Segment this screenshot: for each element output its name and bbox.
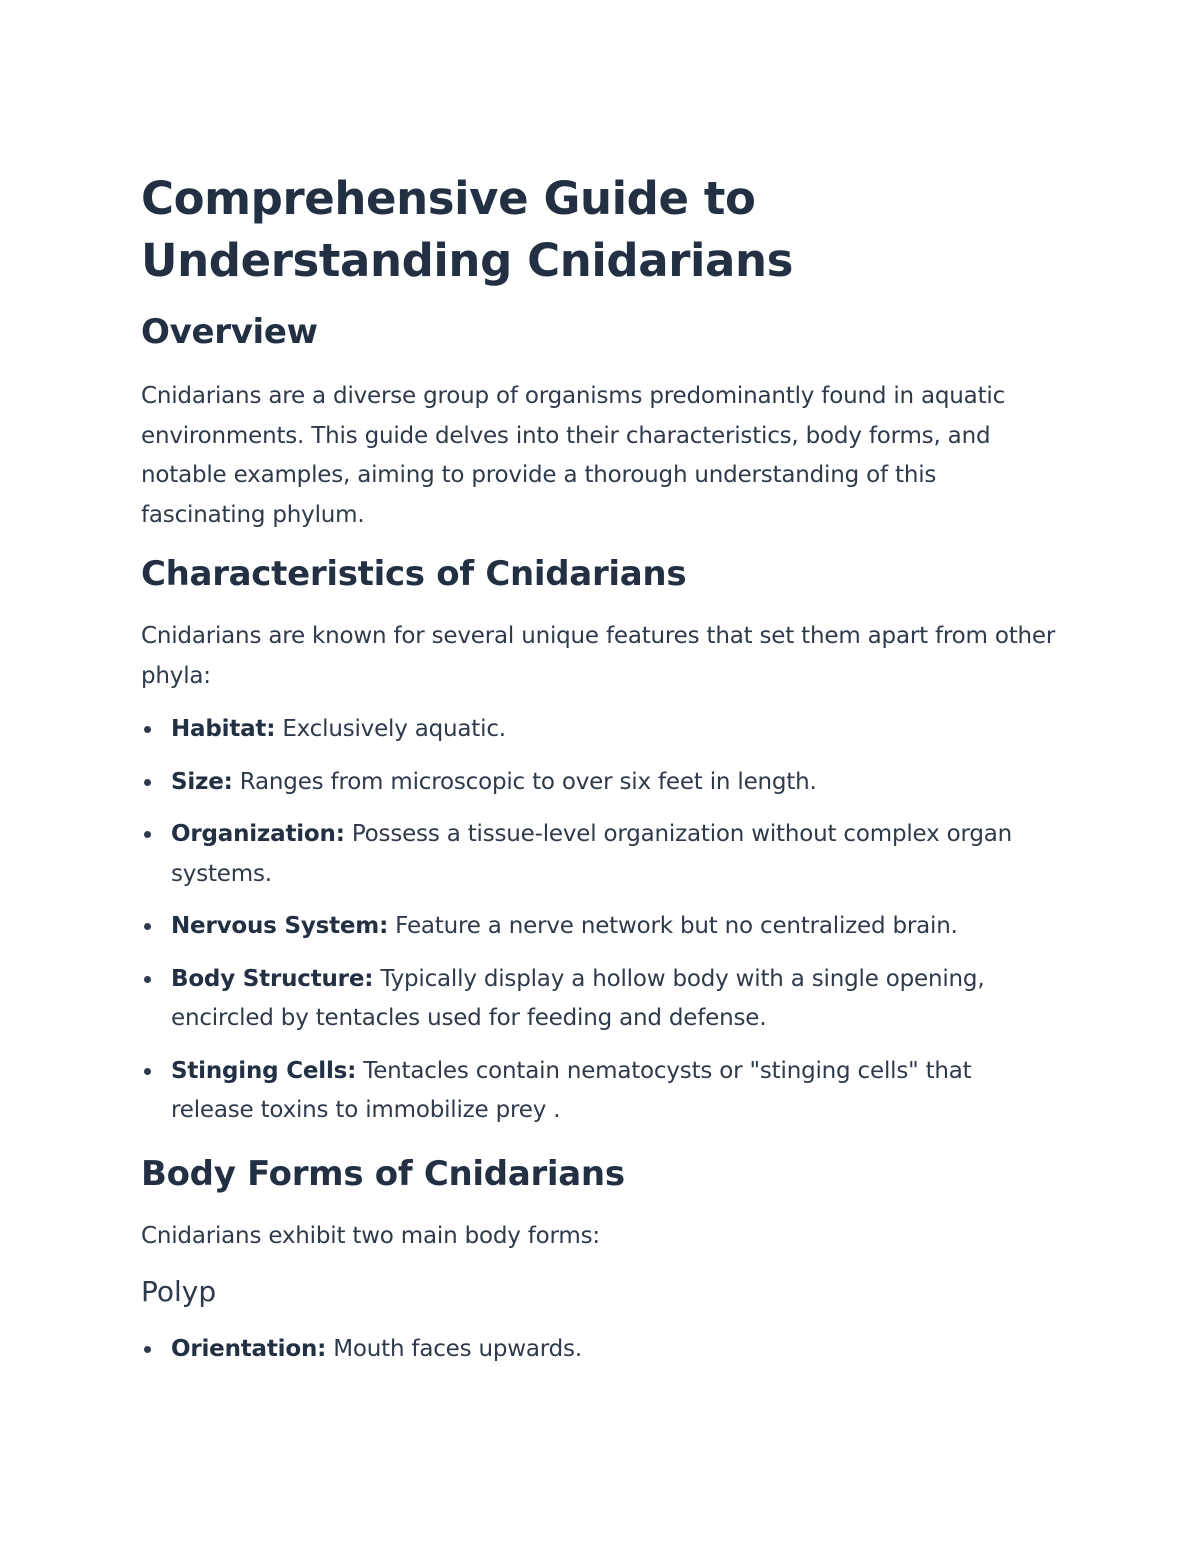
item-text: Tentacles contain nematocysts or "stinging cells" that release toxins to immobilize prey . bbox=[171, 1057, 972, 1123]
bullet-icon bbox=[144, 831, 151, 838]
item-text: Possess a tissue-level organization without complex organ systems. bbox=[171, 821, 1013, 887]
document-title: Comprehensive Guide to Understanding Cnidarians bbox=[141, 172, 794, 287]
list-item bbox=[141, 960, 1061, 1039]
body-forms-intro: Cnidarians exhibit two main body forms: bbox=[141, 1222, 600, 1249]
item-term: Habitat: bbox=[171, 716, 276, 742]
polyp-heading: Polyp bbox=[141, 1275, 217, 1308]
list-item bbox=[141, 1052, 1061, 1131]
bullet-icon bbox=[144, 779, 151, 786]
overview-heading: Overview bbox=[141, 312, 318, 352]
characteristics-heading: Characteristics of Cnidarians bbox=[141, 554, 687, 594]
bullet-icon bbox=[144, 1068, 151, 1075]
item-term: Body Structure: bbox=[171, 965, 374, 992]
bullet-icon bbox=[144, 923, 151, 930]
list-item bbox=[141, 763, 1061, 803]
item-text: Typically display a hollow body with a single opening, encircled by tentacles used for feeding and defense. bbox=[171, 965, 985, 1031]
list-item bbox=[141, 710, 1061, 750]
item-text: Exclusively aquatic. bbox=[275, 716, 506, 742]
bullet-icon bbox=[144, 726, 151, 733]
item-text: Feature a nerve network but no centralized brain. bbox=[388, 913, 958, 939]
body-forms-heading: Body Forms of Cnidarians bbox=[141, 1153, 625, 1194]
item-text: Mouth faces upwards. bbox=[326, 1336, 582, 1362]
item-term: Organization: bbox=[171, 821, 345, 847]
item-term: Orientation: bbox=[171, 1336, 327, 1362]
item-term: Stinging Cells: bbox=[171, 1057, 357, 1084]
bullet-icon bbox=[144, 976, 151, 983]
item-term: Size: bbox=[171, 768, 233, 795]
item-term: Nervous System: bbox=[171, 913, 389, 939]
characteristics-intro: Cnidarians are known for several unique features that set them apart from other phyla: bbox=[141, 623, 1056, 689]
overview-paragraph: Cnidarians are a diverse group of organisms predominantly found in aquatic environments. This guide delves into their characteristics, body forms, and notable examples, aiming to provide a thorough understanding of this fascinating phylum. bbox=[141, 383, 1006, 528]
document-page bbox=[141, 168, 1061, 1383]
list-item bbox=[141, 815, 1061, 894]
characteristics-list bbox=[141, 710, 1061, 1131]
item-text: Ranges from microscopic to over six feet in length. bbox=[232, 768, 817, 795]
polyp-list bbox=[141, 1330, 1061, 1370]
list-item bbox=[141, 1330, 1061, 1370]
list-item bbox=[141, 907, 1061, 947]
bullet-icon bbox=[144, 1346, 151, 1353]
